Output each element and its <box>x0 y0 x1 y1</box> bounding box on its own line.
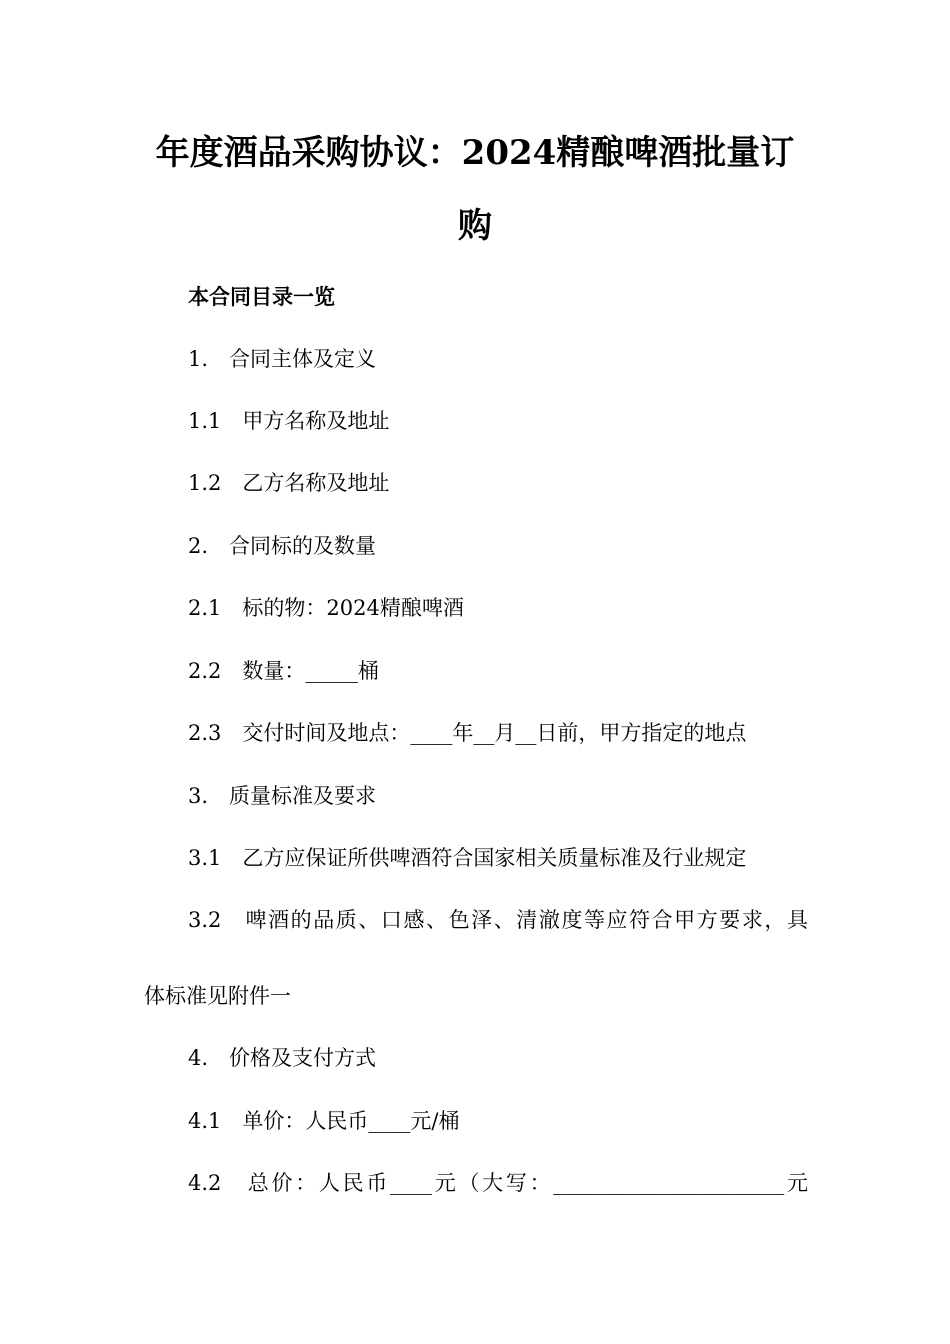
toc-heading: 本合同目录一览 <box>188 284 335 309</box>
toc-item-2: 2. 合同标的及数量 <box>188 534 377 558</box>
toc-item-3: 3. 质量标准及要求 <box>188 784 377 808</box>
toc-item-1-1: 1.1 甲方名称及地址 <box>188 409 390 433</box>
toc-item-1-2: 1.2 乙方名称及地址 <box>188 471 390 495</box>
toc-item-1: 1. 合同主体及定义 <box>188 347 377 371</box>
toc-item-3-2: 3.2 啤酒的品质、口感、色泽、清澈度等应符合甲方要求，具 <box>188 908 808 932</box>
toc-item-2-3: 2.3 交付时间及地点：____年__月__日前，甲方指定的地点 <box>188 721 747 745</box>
toc-item-3-2-continuation: 体标准见附件一 <box>144 984 291 1008</box>
toc-item-4: 4. 价格及支付方式 <box>188 1046 377 1070</box>
toc-item-3-1: 3.1 乙方应保证所供啤酒符合国家相关质量标准及行业规定 <box>188 846 747 870</box>
toc-item-2-2: 2.2 数量：_____桶 <box>188 659 379 683</box>
toc-item-4-1: 4.1 单价：人民币____元/桶 <box>188 1109 460 1133</box>
document-title-line-1: 年度酒品采购协议：2024精酿啤酒批量订 <box>155 133 795 173</box>
toc-item-4-2: 4.2 总价：人民币____元（大写：______________________元 <box>188 1171 808 1195</box>
document-title-line-2: 购 <box>458 206 492 246</box>
toc-item-2-1: 2.1 标的物：2024精酿啤酒 <box>188 596 464 620</box>
